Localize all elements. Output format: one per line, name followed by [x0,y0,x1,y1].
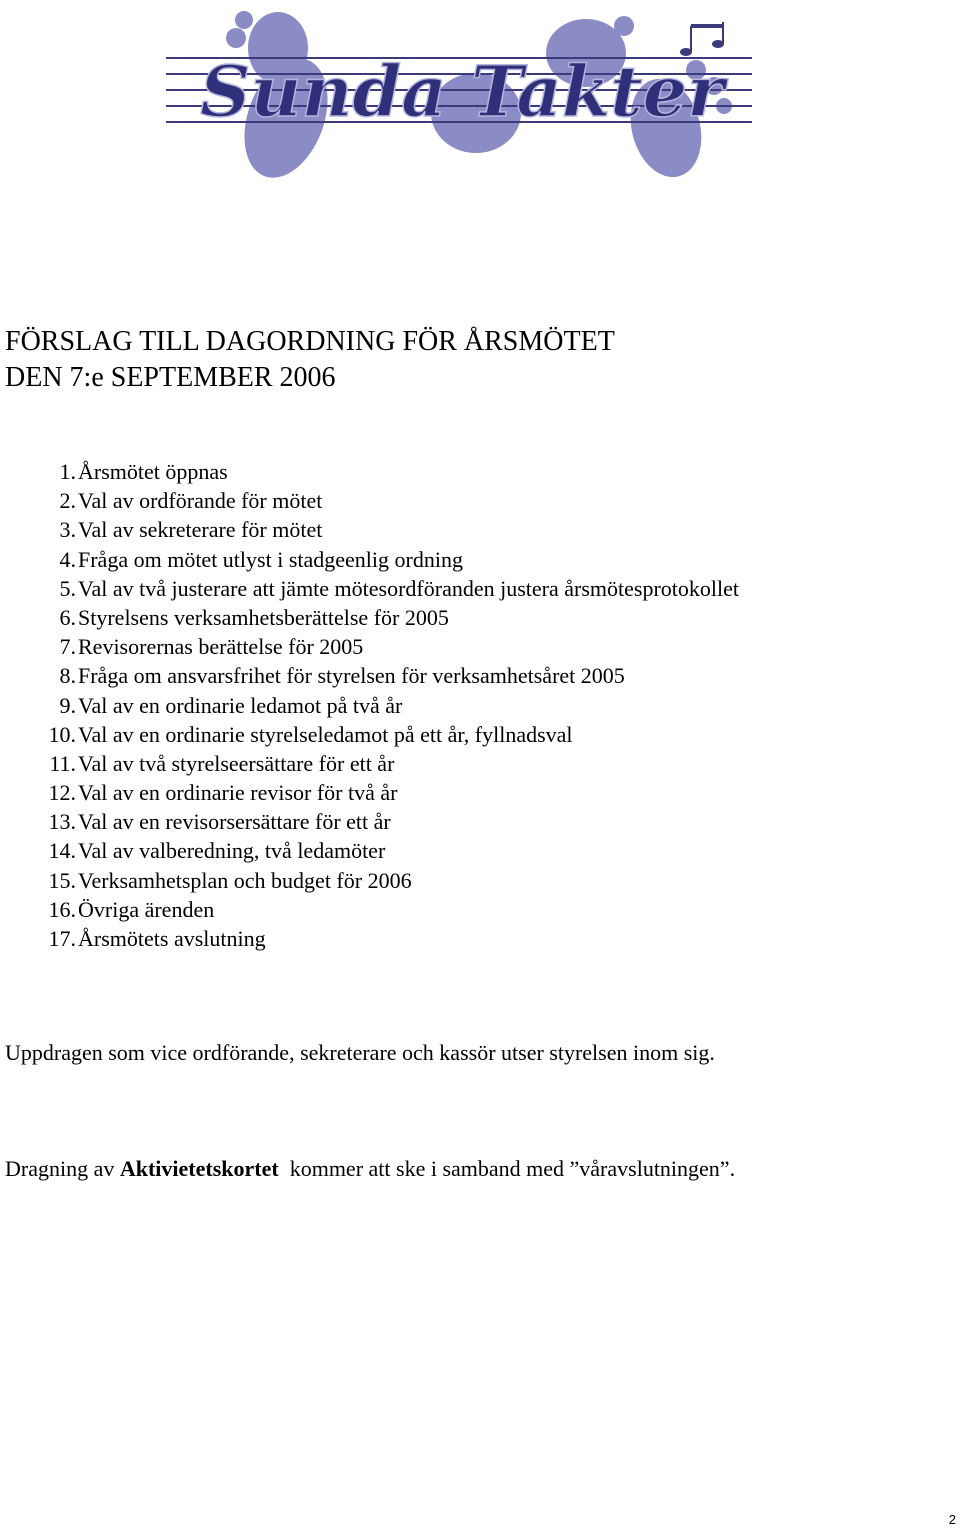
agenda-text: Val av två styrelseersättare för ett år [78,750,395,776]
agenda-number: 14. [48,838,76,864]
agenda-item [0,661,739,690]
agenda-number: 13. [48,809,76,835]
agenda-number: 17. [48,926,76,951]
agenda-number: 12. [48,780,76,806]
agenda-item [0,836,739,865]
agenda-number: 7. [59,634,76,660]
agenda-text: Val av en ordinarie revisor för två år [78,780,398,806]
agenda-number: 11. [49,750,76,776]
agenda-item [0,720,739,749]
note-text-after: kommer att ske i samband med ”våravslutningen”. [278,1156,736,1181]
agenda-text: Övriga ärenden [78,896,215,922]
agenda-item [0,574,739,603]
agenda-text: Verksamhetsplan och budget för 2006 [78,867,412,893]
agenda-item [0,924,739,953]
agenda-number: 10. [48,721,76,747]
agenda-number: 1. [59,459,76,484]
agenda-list [0,457,739,953]
title-line-1: FÖRSLAG TILL DAGORDNING FÖR ÅRSMÖTET [5,326,615,357]
agenda-number: 8. [59,663,76,689]
agenda-item [0,866,739,895]
agenda-item [0,778,739,807]
agenda-text: Fråga om mötet utlyst i stadgeenlig ordning [78,546,463,572]
agenda-number: 5. [59,575,76,601]
page-number: 2 [948,1512,956,1527]
agenda-item [0,603,739,632]
agenda-text: Val av två justerare att jämte mötesordföranden justera årsmötesprotokollet [78,575,739,601]
note-text-before: Dragning av [5,1156,120,1181]
agenda-text: Revisorernas berättelse för 2005 [78,634,364,660]
agenda-number: 15. [48,867,76,893]
agenda-item [0,457,739,486]
agenda-item [0,545,739,574]
officers-note: Uppdragen som vice ordförande, sekreterare och kassör utser styrelsen inom sig. [5,1040,715,1065]
agenda-number: 16. [48,896,76,922]
card-drawing-note [5,1155,735,1183]
agenda-item [0,895,739,924]
agenda-text: Val av valberedning, två ledamöter [78,838,386,864]
agenda-text: Val av en ordinarie ledamot på två år [78,692,403,718]
agenda-item [0,749,739,778]
logo-wordmark: Sunda Takter [200,50,725,133]
agenda-text: Val av sekreterare för mötet [78,517,323,543]
agenda-number: 4. [59,546,76,572]
title-line-2: DEN 7:e SEPTEMBER 2006 [5,362,336,393]
agenda-text: Val av ordförande för mötet [78,488,323,514]
agenda-number: 6. [59,604,76,630]
agenda-item [0,515,739,544]
agenda-text: Fråga om ansvarsfrihet för styrelsen för verksamhetsåret 2005 [78,663,625,689]
agenda-item [0,632,739,661]
agenda-text: Styrelsens verksamhetsberättelse för 2005 [78,604,449,630]
agenda-text: Val av en revisorsersättare för ett år [78,809,391,835]
agenda-text: Årsmötet öppnas [78,459,228,484]
note-text-bold: Aktivietetskortet [119,1156,279,1181]
agenda-number: 9. [59,692,76,718]
agenda-text: Val av en ordinarie styrelseledamot på ett år, fyllnadsval [78,721,573,747]
agenda-text: Årsmötets avslutning [78,926,266,951]
agenda-item [0,807,739,836]
agenda-item [0,486,739,515]
agenda-number: 3. [59,517,76,543]
agenda-number: 2. [59,488,76,514]
document-title [5,324,615,396]
sunda-takter-logo [166,8,752,180]
agenda-item [0,691,739,720]
